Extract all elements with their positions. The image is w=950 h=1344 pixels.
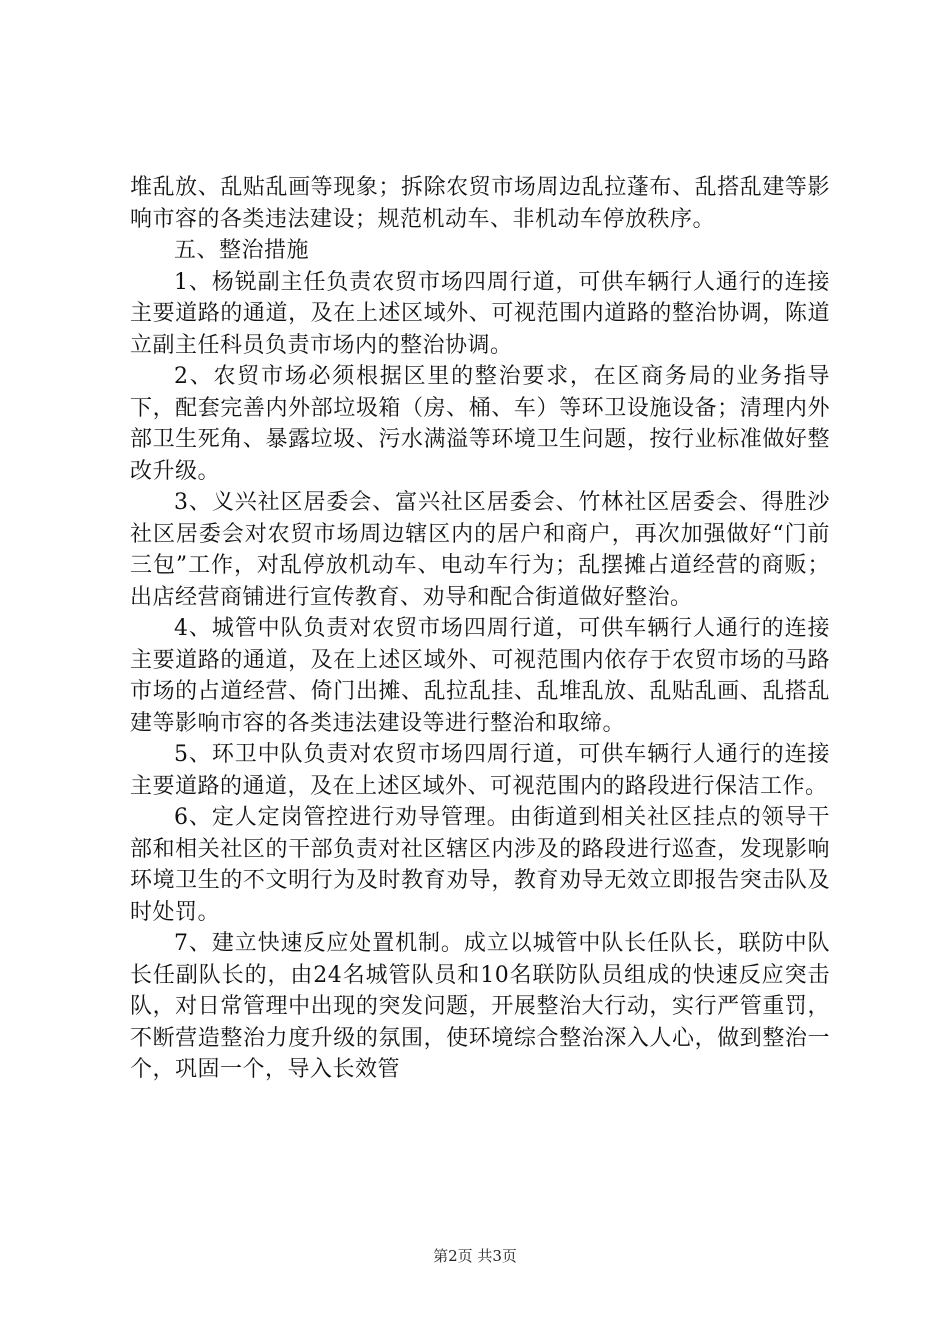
paragraph-item-5: 5、环卫中队负责对农贸市场四周行道，可供车辆行人通行的连接主要道路的通道，及在上述区域外、可视范围内的路段进行保洁工作。 — [130, 742, 830, 799]
paragraph-item-4: 4、城管中队负责对农贸市场四周行道，可供车辆行人通行的连接主要道路的通道，及在上述区域外、可视范围内依存于农贸市场的马路市场的占道经营、倚门出摊、乱拉乱挂、乱堆乱放、乱贴乱画、乱搭乱建等影响市容的各类违法建设等进行整治和取缔。 — [130, 616, 830, 736]
paragraph-item-3: 3、义兴社区居委会、富兴社区居委会、竹林社区居委会、得胜沙社区居委会对农贸市场周边辖区内的居户和商户，再次加强做好“门前三包”工作，对乱停放机动车、电动车行为；乱摆摊占道经营的商贩；出店经营商铺进行宣传教育、劝导和配合街道做好整治。 — [130, 490, 830, 610]
paragraph-item-7: 7、建立快速反应处置机制。成立以城管中队长任队长，联防中队长任副队长的，由24名城管队员和10名联防队员组成的快速反应突击队，对日常管理中出现的突发问题，开展整治大行动，实行严管重罚，不断营造整治力度升级的氛围，使环境综合整治深入人心，做到整治一个，巩固一个，导入长效管 — [130, 931, 830, 1082]
document-body — [130, 172, 830, 1086]
page-number-label: 第2页 共3页 — [433, 1247, 517, 1265]
paragraph-item-6: 6、定人定岗管控进行劝导管理。由街道到相关社区挂点的领导干部和相关社区的干部负责对社区辖区内涉及的路段进行巡查，发现影响环境卫生的不文明行为及时教育劝导，教育劝导无效立即报告突击队及时处罚。 — [130, 805, 830, 925]
paragraph-continuation: 堆乱放、乱贴乱画等现象；拆除农贸市场周边乱拉蓬布、乱搭乱建等影响市容的各类违法建设；规范机动车、非机动车停放秩序。 — [130, 175, 830, 232]
page-footer — [0, 1245, 950, 1266]
paragraph-item-2: 2、农贸市场必须根据区里的整治要求，在区商务局的业务指导下，配套完善内外部垃圾箱（房、桶、车）等环卫设施设备；清理内外部卫生死角、暴露垃圾、污水满溢等环境卫生问题，按行业标准做好整改升级。 — [130, 364, 830, 484]
section-heading: 五、整治措施 — [174, 238, 310, 263]
paragraph-item-1: 1、杨锐副主任负责农贸市场四周行道，可供车辆行人通行的连接主要道路的通道，及在上述区域外、可视范围内道路的整治协调，陈道立副主任科员负责市场内的整治协调。 — [130, 269, 830, 358]
